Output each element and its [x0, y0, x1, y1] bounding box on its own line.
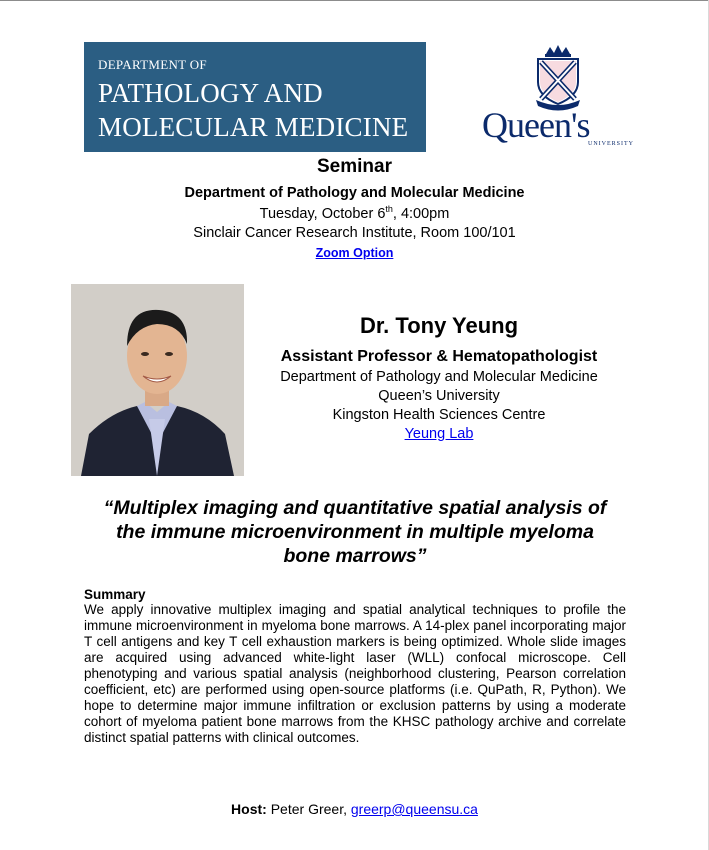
host-email-link[interactable]: greerp@queensu.ca	[350, 801, 478, 817]
dept-banner-line3: MOLECULAR MEDICINE	[98, 112, 409, 142]
talk-title-line3: bone marrows”	[283, 545, 427, 567]
host-line	[0, 801, 709, 817]
speaker-affiliation-university: Queen’s University	[378, 388, 500, 404]
event-location: Sinclair Cancer Research Institute, Room 100/101	[193, 225, 516, 241]
event-department: Department of Pathology and Molecular Medicine	[184, 185, 525, 201]
dept-banner-line2: PATHOLOGY AND	[98, 78, 323, 108]
yeung-lab-link[interactable]: Yeung Lab	[404, 426, 474, 442]
host-name: Peter Greer,	[266, 801, 351, 817]
speaker-photo	[71, 284, 244, 476]
speaker-affiliation-hospital: Kingston Health Sciences Centre	[332, 407, 546, 423]
queens-wordmark: Queen's	[482, 105, 590, 145]
talk-title	[70, 496, 640, 568]
zoom-option-link[interactable]: Zoom Option	[315, 246, 394, 260]
event-time: , 4:00pm	[392, 206, 450, 222]
summary-heading: Summary	[84, 587, 146, 602]
dept-banner-line1: DEPARTMENT OF	[98, 57, 207, 72]
talk-title-line1: “Multiplex imaging and quantitative spatial analysis of	[103, 497, 607, 519]
queens-university-label: UNIVERSITY	[588, 141, 634, 147]
top-rule	[0, 0, 709, 1]
event-type: Seminar	[317, 156, 392, 177]
event-date	[0, 206, 709, 222]
speaker-title: Assistant Professor & Hematopathologist	[280, 348, 598, 365]
event-date-suffix: th	[385, 204, 393, 215]
department-banner	[84, 42, 426, 152]
event-date-prefix: Tuesday, October 6	[259, 206, 386, 222]
summary-body: We apply innovative multiplex imaging and spatial analytical techniques to profile the immune microenvironment in myeloma bone marrows. A 14-plex panel incorporating major T cell antigens and key T cell exhaustion markers is being optimized. Whole slide images are acquired using advanced white-light laser (WLL) confocal microscope. Cell phenotyping and various spatial analysis (neighborhood clustering, Pearson correlation coefficient, etc) are performed using open-source platforms (i.e. QuPath, R, Python). We hope to determine major immune infiltration or exclusion patterns by using a moderate cohort of myeloma patient bone marrows from the KHSC pathology archive and correlate distinct spatial patterns with clinical outcomes.	[84, 602, 626, 745]
host-label: Host:	[231, 801, 267, 817]
speaker-affiliation-department: Department of Pathology and Molecular Medicine	[280, 369, 598, 385]
speaker-name: Dr. Tony Yeung	[359, 313, 519, 338]
talk-title-line2: the immune microenvironment in multiple myeloma	[116, 521, 594, 543]
